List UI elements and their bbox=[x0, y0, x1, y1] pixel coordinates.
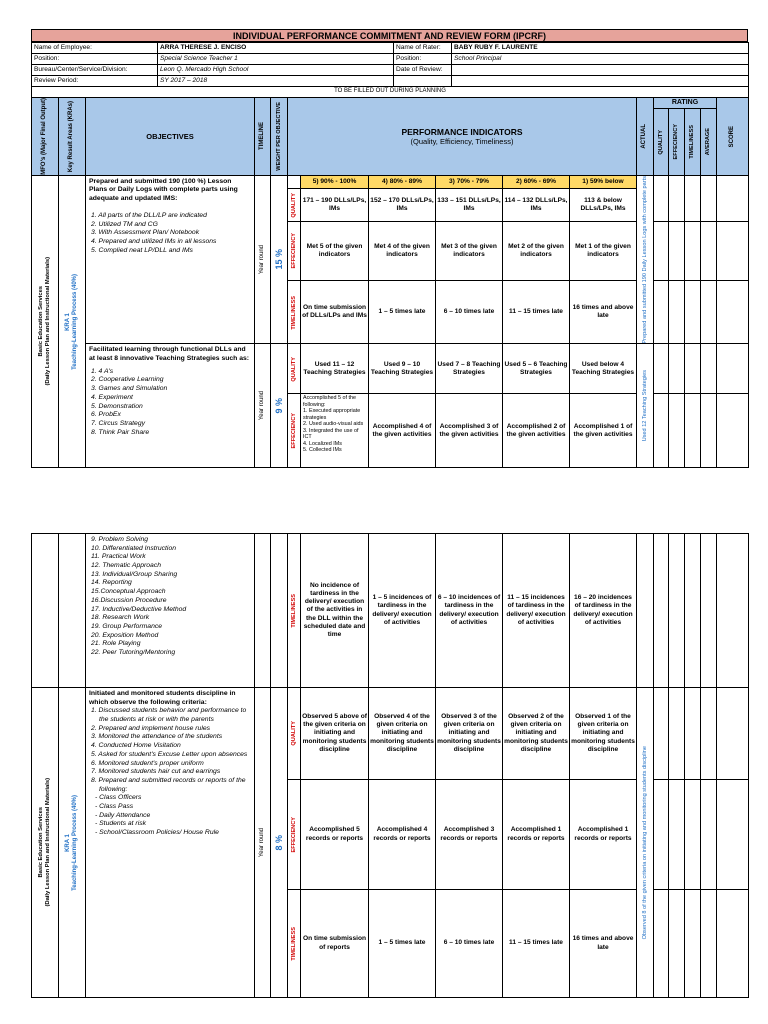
ipcrf-table-page2 bbox=[31, 533, 749, 998]
obj3-quality-2: Observed 2 of the given criteria on initiating and monitoring students discipline bbox=[503, 688, 570, 780]
obj1-time-2: 11 – 15 times late bbox=[503, 281, 570, 344]
obj2-quality-1: Used below 4 Teaching Strategies bbox=[570, 344, 637, 394]
review-date-label: Date of Review: bbox=[394, 65, 452, 76]
efficiency-rating-header: EFFECIENCY bbox=[669, 108, 685, 175]
obj3-quality-5: Observed 5 above of the given criteria on initiating and monitoring students discipline bbox=[301, 688, 369, 780]
obj3-eff-5: Accomplished 5 records or reports bbox=[301, 780, 369, 890]
ipcrf-table-page1 bbox=[31, 97, 749, 468]
obj2-quality-4: Used 9 – 10 Teaching Strategies bbox=[369, 344, 436, 394]
planning-note: TO BE FILLED OUT DURING PLANNING bbox=[32, 87, 749, 98]
scale-3: 3) 70% - 79% bbox=[436, 175, 503, 188]
weight-obj1: 15 % bbox=[271, 175, 288, 344]
rating-header: RATING bbox=[654, 98, 717, 109]
employee-value: ARRA THERESE J. ENCISO bbox=[158, 43, 394, 54]
obj2-time-4: 1 – 5 incidences of tardiness in the delivery/ execution of activities bbox=[369, 534, 436, 688]
employee-label: Name of Employee: bbox=[32, 43, 158, 54]
score-header: SCORE bbox=[717, 98, 749, 176]
obj2-eff-2: Accomplished 2 of the given activities bbox=[503, 394, 570, 468]
position-value: Special Science Teacher 1 bbox=[158, 54, 394, 65]
obj3-time-1: 16 times and above late bbox=[570, 890, 637, 998]
mfo-cell-2: Basic Education Services (Daily Lesson Plan and Instructional Materials) bbox=[32, 688, 59, 998]
scale-5: 5) 90% - 100% bbox=[301, 175, 369, 188]
scale-1: 1) 59% below bbox=[570, 175, 637, 188]
efficiency-label-obj3: EFFECIENCY bbox=[288, 780, 301, 890]
obj2-eff-5: Accomplished 5 of the following: 1. Executed appropriate strategies 2. Used audio-visual aids 3. Integrated the use of ICT 4. Localized IMs 5. Collected IMs bbox=[301, 394, 369, 468]
obj1-eff-1: Met 1 of the given indicators bbox=[570, 221, 637, 281]
timeliness-label-obj3: TIMELINESS bbox=[288, 890, 301, 998]
obj1-time-1: 16 times and above late bbox=[570, 281, 637, 344]
actual-obj1: Prepared and submitted 190 Daily Lesson Logs with complete parts bbox=[637, 175, 654, 344]
timeline-obj2: Year round bbox=[255, 344, 271, 468]
period-label: Review Period: bbox=[32, 76, 158, 87]
obj1-quality-2: 114 – 132 DLLs/LPs, IMs bbox=[503, 189, 570, 222]
objective-2-continued: 9. Problem Solving 10. Differentiated Instruction 11. Practical Work 12. Thematic Approach 13. Individual/Group Sharing 14. Reporting 15.Conceptual Approach 16.Discussion Procedure 17. Inductive/Deductive Method 18. Research Work 19. Group Performance 20. Exposition Method 21. Role Playing 22. Peer Tutoring/Mentoring bbox=[86, 534, 255, 688]
obj2-time-5: No incidence of tardiness in the delivery/ execution of the activities in the DLL within the scheduled date and time bbox=[301, 534, 369, 688]
obj1-quality-1: 113 & below DLLs/LPs, IMs bbox=[570, 189, 637, 222]
obj3-quality-3: Observed 3 of the given criteria on initiating and monitoring students discipline bbox=[436, 688, 503, 780]
obj1-time-3: 6 – 10 times late bbox=[436, 281, 503, 344]
weight-obj2: 9 % bbox=[271, 344, 288, 468]
mfo-cell: Basic Education Services (Daily Lesson Plan and Instructional Materials) bbox=[32, 175, 59, 468]
objective-3: Initiated and monitored students discipline in which observe the following criteria: 1. Discussed students behavior and performance to the students at risk or with the parents 2. Prepared and implement house rules 3. Monitored the attendance of the students 4. Conducted Home Visitation 5. Asked for student's Excuse Letter upon absences 6. Monitored student's proper uniform 7. Monitored students hair cut and earrings 8. Prepared and submitted records or reports of the following: - Class Officers - Class Pass - Daily Attendance - Students at risk - School/Classroom Policies/ House Rule bbox=[86, 688, 255, 998]
kra-cell: KRA 1 Teaching-Learning Process (40%) bbox=[59, 175, 86, 468]
obj3-eff-1: Accomplished 1 records or reports bbox=[570, 780, 637, 890]
quality-rating-header: QUALITY bbox=[654, 108, 669, 175]
actual-obj2: Used 12 Teaching Strategies bbox=[637, 344, 654, 468]
bureau-value: Leon Q. Mercado High School bbox=[158, 65, 394, 76]
rater-label: Name of Rater: bbox=[394, 43, 452, 54]
obj3-quality-1: Observed 1 of the given criteria on initiating and monitoring students discipline bbox=[570, 688, 637, 780]
objective-2: Facilitated learning through functional DLLs and at least 8 innovative Teaching Strategies such as: 1. 4 A's 2. Cooperative Learning 3. Games and Simulation 4. Experiment 5. Demonstration 6. ProbEx 7. Circus Strategy 8. Think Pair Share bbox=[86, 344, 255, 468]
obj1-time-5: On time submission of DLLs/LPs and IMs bbox=[301, 281, 369, 344]
quality-label-obj3: QUALITY bbox=[288, 688, 301, 780]
obj1-quality-3: 133 – 151 DLLs/LPs, IMs bbox=[436, 189, 503, 222]
position-label: Position: bbox=[32, 54, 158, 65]
obj3-time-4: 1 – 5 times late bbox=[369, 890, 436, 998]
obj2-quality-3: Used 7 – 8 Teaching Strategies bbox=[436, 344, 503, 394]
quality-label-obj2: QUALITY bbox=[288, 344, 301, 394]
obj3-time-5: On time submission of reports bbox=[301, 890, 369, 998]
indicators-header: PERFORMANCE INDICATORS (Quality, Efficiency, Timeliness) bbox=[288, 98, 637, 176]
timeline-obj3: Year round bbox=[255, 688, 271, 998]
obj3-time-3: 6 – 10 times late bbox=[436, 890, 503, 998]
form-title: INDIVIDUAL PERFORMANCE COMMITMENT AND REVIEW FORM (IPCRF) bbox=[31, 29, 748, 42]
efficiency-label-obj2: EFFECIENCY bbox=[288, 394, 301, 468]
obj2-time-2: 11 – 15 incidences of tardiness in the delivery/ execution of activities bbox=[503, 534, 570, 688]
kra-header: Key Result Areas (KRAs) bbox=[59, 98, 86, 176]
obj1-eff-4: Met 4 of the given indicators bbox=[369, 221, 436, 281]
timeline-header: TIMELINE bbox=[255, 98, 271, 176]
obj1-time-4: 1 – 5 times late bbox=[369, 281, 436, 344]
obj2-quality-5: Used 11 – 12 Teaching Strategies bbox=[301, 344, 369, 394]
weight-header: WEIGHT PER OBJECTIVE bbox=[271, 98, 288, 176]
obj2-quality-2: Used 5 – 6 Teaching Strategies bbox=[503, 344, 570, 394]
mfo-header: MFO's (Major Final Output) bbox=[32, 98, 59, 176]
actual-obj3: Observed 8 of the given criteria on initiating and monitoring students discipline bbox=[637, 688, 654, 998]
timeliness-label-obj1: TIMELINESS bbox=[288, 281, 301, 344]
scale-2: 2) 60% - 69% bbox=[503, 175, 570, 188]
rater-value: BABY RUBY F. LAURENTE bbox=[452, 43, 749, 54]
kra-cell-2: KRA 1 Teaching-Learning Process (40%) bbox=[59, 688, 86, 998]
quality-label-obj1: QUALITY bbox=[288, 189, 301, 222]
average-rating-header: AVERAGE bbox=[701, 108, 717, 175]
timeliness-rating-header: TIMELINESS bbox=[685, 108, 701, 175]
objectives-header: OBJECTIVES bbox=[86, 98, 255, 176]
rater-position-value: School Principal bbox=[452, 54, 749, 65]
timeline-obj1: Year round bbox=[255, 175, 271, 344]
obj2-eff-4: Accomplished 4 of the given activities bbox=[369, 394, 436, 468]
obj1-quality-4: 152 – 170 DLLs/LPs, IMs bbox=[369, 189, 436, 222]
obj3-time-2: 11 – 15 times late bbox=[503, 890, 570, 998]
weight-obj3: 8 % bbox=[271, 688, 288, 998]
obj3-eff-4: Accomplished 4 records or reports bbox=[369, 780, 436, 890]
rater-position-label: Position: bbox=[394, 54, 452, 65]
employee-info bbox=[31, 42, 749, 98]
obj1-eff-2: Met 2 of the given indicators bbox=[503, 221, 570, 281]
obj2-time-1: 16 – 20 incidences of tardiness in the delivery/ execution of activities bbox=[570, 534, 637, 688]
bureau-label: Bureau/Center/Service/Division: bbox=[32, 65, 158, 76]
obj1-quality-5: 171 – 190 DLLs/LPs, IMs bbox=[301, 189, 369, 222]
obj1-eff-3: Met 3 of the given indicators bbox=[436, 221, 503, 281]
scale-4: 4) 80% - 89% bbox=[369, 175, 436, 188]
obj2-eff-3: Accomplished 3 of the given activities bbox=[436, 394, 503, 468]
obj2-time-3: 6 – 10 incidences of tardiness in the delivery/ execution of activities bbox=[436, 534, 503, 688]
review-date-value bbox=[452, 65, 749, 76]
obj2-eff-1: Accomplished 1 of the given activities bbox=[570, 394, 637, 468]
timeliness-label-obj2: TIMELINESS bbox=[288, 534, 301, 688]
obj3-eff-2: Accomplished 1 records or reports bbox=[503, 780, 570, 890]
actual-header: ACTUAL bbox=[637, 98, 654, 176]
obj3-quality-4: Observed 4 of the given criteria on initiating and monitoring students discipline bbox=[369, 688, 436, 780]
objective-1: Prepared and submitted 190 (100 %) Lesson Plans or Daily Logs with complete parts using adequate and updated IMS: 1. All parts of the DLL/LP are indicated 2. Utilized TM and CG 3. With Assessment Plan/ Notebook 4. Prepared and utilized IMs in all lessons 5. Complied neat LP/DLL and IMs bbox=[86, 175, 255, 344]
efficiency-label-obj1: EFFECIENCY bbox=[288, 221, 301, 281]
obj1-eff-5: Met 5 of the given indicators bbox=[301, 221, 369, 281]
obj3-eff-3: Accomplished 3 records or reports bbox=[436, 780, 503, 890]
period-value: SY 2017 – 2018 bbox=[158, 76, 394, 87]
